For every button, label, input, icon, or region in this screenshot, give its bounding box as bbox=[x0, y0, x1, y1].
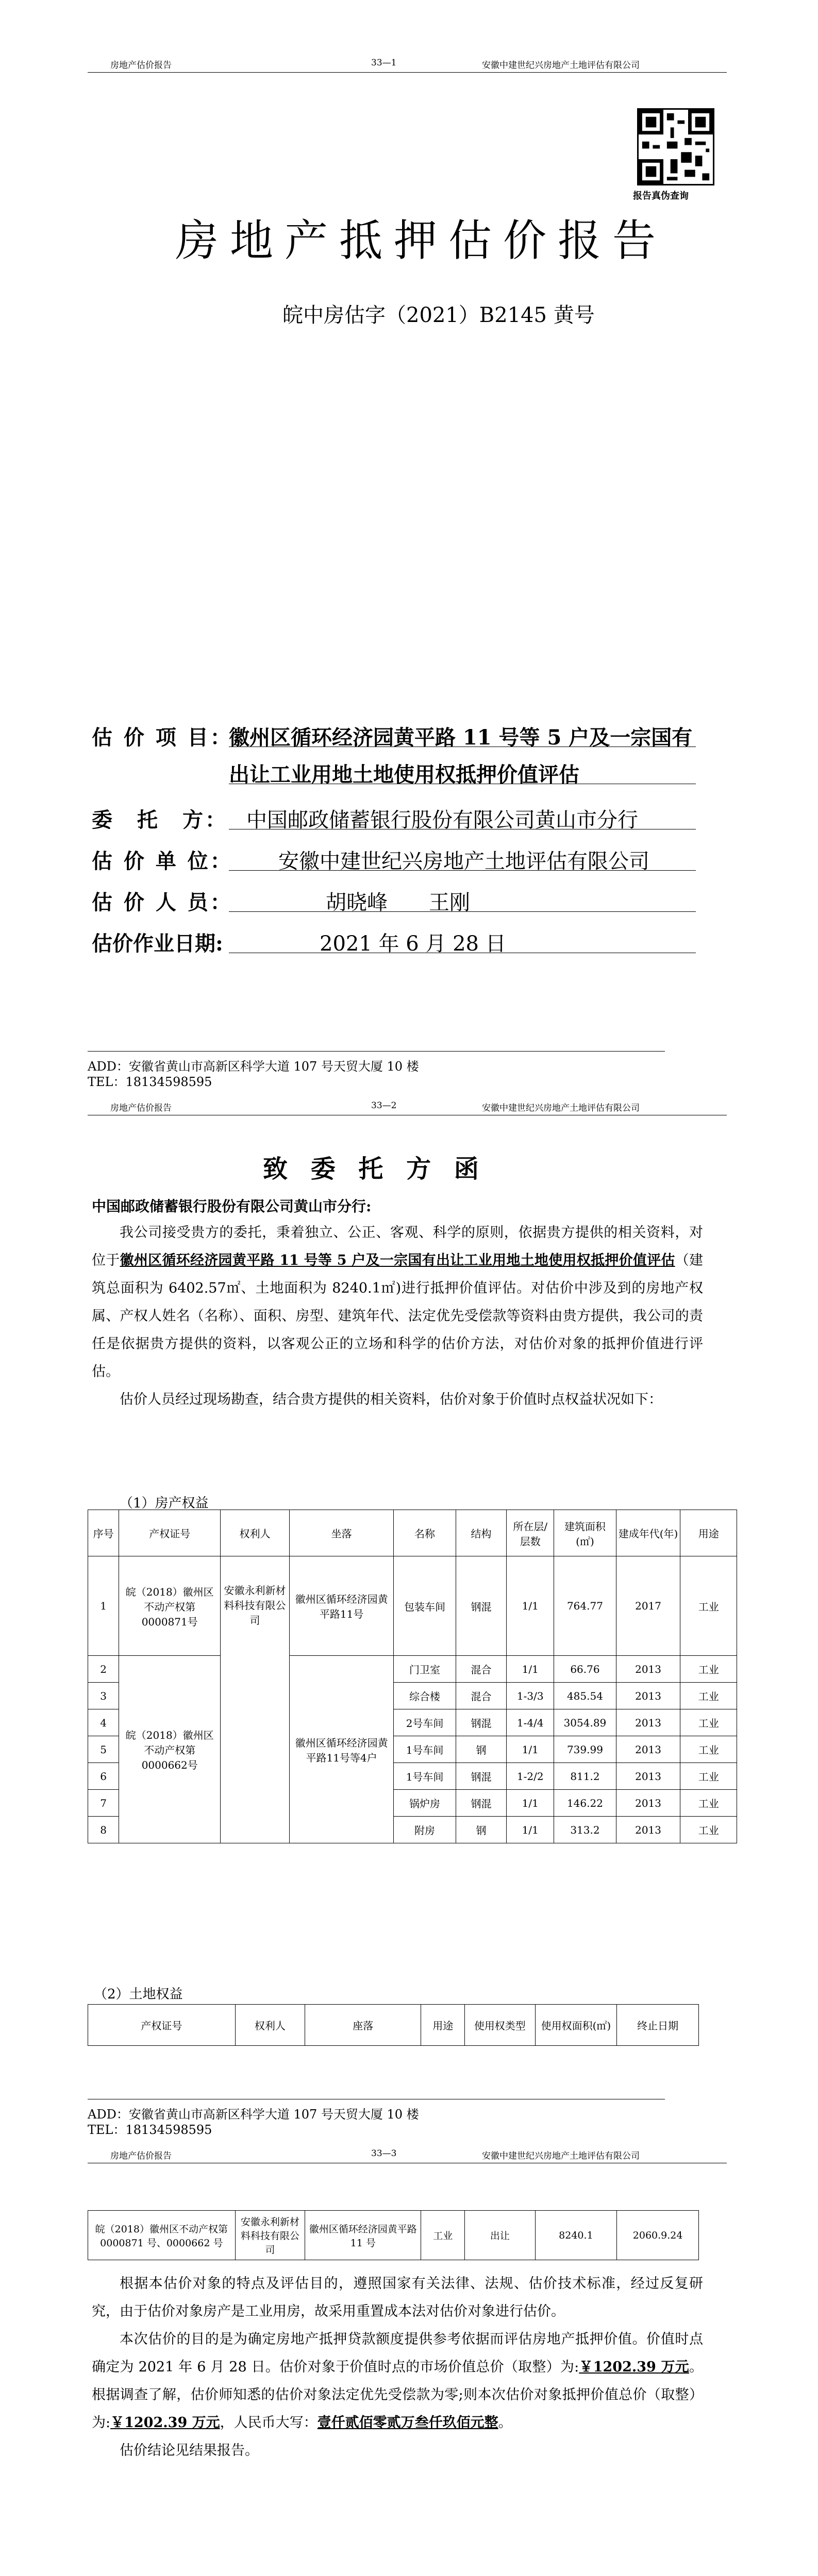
appraisers-value: 胡晓峰 王刚 bbox=[326, 891, 470, 914]
land-th-location: 座落 bbox=[305, 2005, 421, 2046]
appraisers-underline bbox=[229, 911, 696, 912]
report-title: 房地产抵押估价报告 bbox=[175, 215, 667, 266]
th-cert: 产权证号 bbox=[119, 1510, 221, 1556]
th-name: 名称 bbox=[394, 1510, 456, 1556]
land-rights-table-header bbox=[88, 2004, 699, 2046]
land-rights-table-body bbox=[88, 2210, 699, 2260]
page1-footer-rule bbox=[88, 1051, 665, 1052]
market-value-total: ￥1202.39 万元 bbox=[579, 2359, 689, 2375]
th-floor: 所在层/层数 bbox=[507, 1510, 554, 1556]
value-paragraph: 本次估价的目的是为确定房地产抵押贷款额度提供参考依据而评估房地产抵押价值。价值时点确定为 2021 年 6 月 28 日。估价对象于价值时点的市场价值总价（取整）为:￥1202.39 万元。根据调查了解，估价师知悉的估价对象法定优先受偿款为零;则本次估价对象抵押价值总价（取整）为:￥1202.39 万元，人民币大写：壹仟贰佰零贰万叁仟玖佰元整。 bbox=[92, 2331, 703, 2431]
th-owner: 权利人 bbox=[221, 1510, 290, 1556]
land-th-area: 使用权面积(㎡) bbox=[535, 2005, 617, 2046]
table-row: 7 锅炉房 钢混 1/1 146.22 2013 工业 bbox=[88, 1790, 737, 1817]
document-number: 皖中房估字（2021）B2145 黄号 bbox=[282, 303, 595, 327]
page2-header-mid: 33—2 bbox=[371, 1100, 397, 1111]
table-row: 2 皖（2018）徽州区不动产权第0000662号 徽州区循环经济园黄平路11号等4户 门卫室 混合 1/1 66.76 2013 工业 bbox=[88, 1656, 737, 1683]
qr-code-icon[interactable] bbox=[637, 108, 714, 185]
mortgage-value-in-words: 壹仟贰佰零贰万叁仟玖佰元整 bbox=[317, 2415, 498, 2431]
project-label: 估 价 项 目： bbox=[92, 725, 233, 750]
date-value: 2021 年 6 月 28 日 bbox=[320, 932, 506, 956]
house-section-title: （1）房产权益 bbox=[120, 1496, 209, 1511]
letter-para-1: 我公司接受贵方的委托，秉着独立、公正、客观、科学的原则，依据贵方提供的相关资料，对位于徽州区循环经济园黄平路 11 号等 5 户及一宗国有出让工业用地土地使用权抵押价值评估（建筑总面积为 6402.57㎡、土地面积为 8240.1㎡)进行抵押价值评估。对估价中涉及到的房地产权属、产权人姓名（名称）、面积、房型、建筑年代、法定优先受偿款等资料由贵方提供，我公司的责任是依据贵方提供的资料，以客观公正的立场和科学的估价方法，对估价对象的抵押价值进行评估。 bbox=[92, 1225, 703, 1380]
page3-header-left: 房地产估价报告 bbox=[110, 2151, 172, 2161]
table-row: 4 2号车间 钢混 1-4/4 3054.89 2013 工业 bbox=[88, 1709, 737, 1736]
letter-title: 致 委 托 方 函 bbox=[263, 1155, 486, 1183]
th-location: 坐落 bbox=[289, 1510, 394, 1556]
table-row: 皖（2018）徽州区不动产权第 0000871 号、0000662 号 安徽永利新材料科技有限公司 徽州区循环经济园黄平路 11 号 工业 出让 8240.1 2060.9.24 bbox=[88, 2211, 699, 2260]
appraiser-org-underline bbox=[229, 870, 696, 871]
th-area: 建筑面积(㎡) bbox=[554, 1510, 616, 1556]
appraiser-org-label: 估 价 单 位： bbox=[92, 849, 233, 873]
page3-header-right: 安徽中建世纪兴房地产土地评估有限公司 bbox=[482, 2151, 640, 2161]
page2-footer-address: ADD：安徽省黄山市高新区科学大道 107 号天贸大厦 10 楼 bbox=[88, 2107, 419, 2122]
land-th-type: 使用权类型 bbox=[465, 2005, 535, 2046]
th-index: 序号 bbox=[88, 1510, 119, 1556]
appraisers-label: 估 价 人 员： bbox=[92, 890, 233, 914]
land-th-use: 用途 bbox=[421, 2005, 465, 2046]
conclusion-body bbox=[92, 2270, 703, 2465]
page1-footer-address: ADD：安徽省黄山市高新区科学大道 107 号天贸大厦 10 楼 bbox=[88, 1059, 419, 1074]
page1-header-right: 安徽中建世纪兴房地产土地评估有限公司 bbox=[482, 60, 640, 71]
qr-caption: 报告真伪查询 bbox=[633, 191, 689, 201]
land-th-end-date: 终止日期 bbox=[617, 2005, 699, 2046]
mortgage-value-total: ￥1202.39 万元 bbox=[110, 2415, 220, 2431]
table-row: 5 1号车间 钢 1/1 739.99 2013 工业 bbox=[88, 1736, 737, 1763]
page1-header-rule bbox=[88, 72, 727, 73]
letter-subject-bold: 徽州区循环经济园黄平路 11 号等 5 户及一宗国有出让工业用地土地使用权抵押价值评估 bbox=[120, 1252, 675, 1268]
page1-header-mid: 33—1 bbox=[371, 58, 397, 68]
page3-header-mid: 33—3 bbox=[371, 2148, 397, 2159]
client-label: 委 托 方： bbox=[92, 808, 228, 832]
th-structure: 结构 bbox=[456, 1510, 507, 1556]
land-table-header-row bbox=[88, 2005, 699, 2046]
letter-body bbox=[92, 1219, 703, 1414]
project-value-line2: 出让工业用地土地使用权抵押价值评估 bbox=[229, 762, 579, 787]
see-report-paragraph: 估价结论见结果报告。 bbox=[120, 2443, 259, 2459]
table-row: 8 附房 钢 1/1 313.2 2013 工业 bbox=[88, 1817, 737, 1843]
method-paragraph: 根据本估价对象的特点及评估目的，遵照国家有关法律、法规、估价技术标准，经过反复研究，由于估价对象房产是工业用房，故采用重置成本法对估价对象进行估价。 bbox=[92, 2276, 703, 2319]
table-row: 6 1号车间 钢混 1-2/2 811.2 2013 工业 bbox=[88, 1763, 737, 1790]
table-row: 3 综合楼 混合 1-3/3 485.54 2013 工业 bbox=[88, 1683, 737, 1709]
page1-header-left: 房地产估价报告 bbox=[110, 60, 172, 71]
th-year: 建成年代(年) bbox=[616, 1510, 680, 1556]
project-value-line1: 徽州区循环经济园黄平路 11 号等 5 户及一宗国有 bbox=[229, 725, 693, 750]
land-section-title: （2）土地权益 bbox=[94, 1987, 183, 2002]
table-row: 1 皖（2018）徽州区不动产权第0000871号 安徽永利新材料科技有限公司 徽州区循环经济园黄平路11号 包装车间 钢混 1/1 764.77 2017 工业 bbox=[88, 1556, 737, 1656]
land-th-cert: 产权证号 bbox=[88, 2005, 236, 2046]
page1-footer-tel: TEL：18134598595 bbox=[88, 1075, 212, 1089]
appraiser-org-value: 安徽中建世纪兴房地产土地评估有限公司 bbox=[278, 850, 649, 873]
page2-header-left: 房地产估价报告 bbox=[110, 1103, 172, 1113]
client-value: 中国邮政储蓄银行股份有限公司黄山市分行 bbox=[246, 808, 638, 832]
house-rights-table bbox=[88, 1510, 737, 1843]
page2-header-right: 安徽中建世纪兴房地产土地评估有限公司 bbox=[482, 1103, 640, 1113]
house-table-header-row bbox=[88, 1510, 737, 1556]
letter-salutation: 中国邮政储蓄银行股份有限公司黄山市分行: bbox=[92, 1198, 372, 1215]
date-label: 估价作业日期: bbox=[92, 931, 223, 956]
th-use: 用途 bbox=[680, 1510, 737, 1556]
land-th-owner: 权利人 bbox=[235, 2005, 305, 2046]
page2-footer-tel: TEL：18134598595 bbox=[88, 2123, 212, 2137]
letter-para-2: 估价人员经过现场勘查，结合贵方提供的相关资料，估价对象于价值时点权益状况如下： bbox=[120, 1392, 662, 1408]
